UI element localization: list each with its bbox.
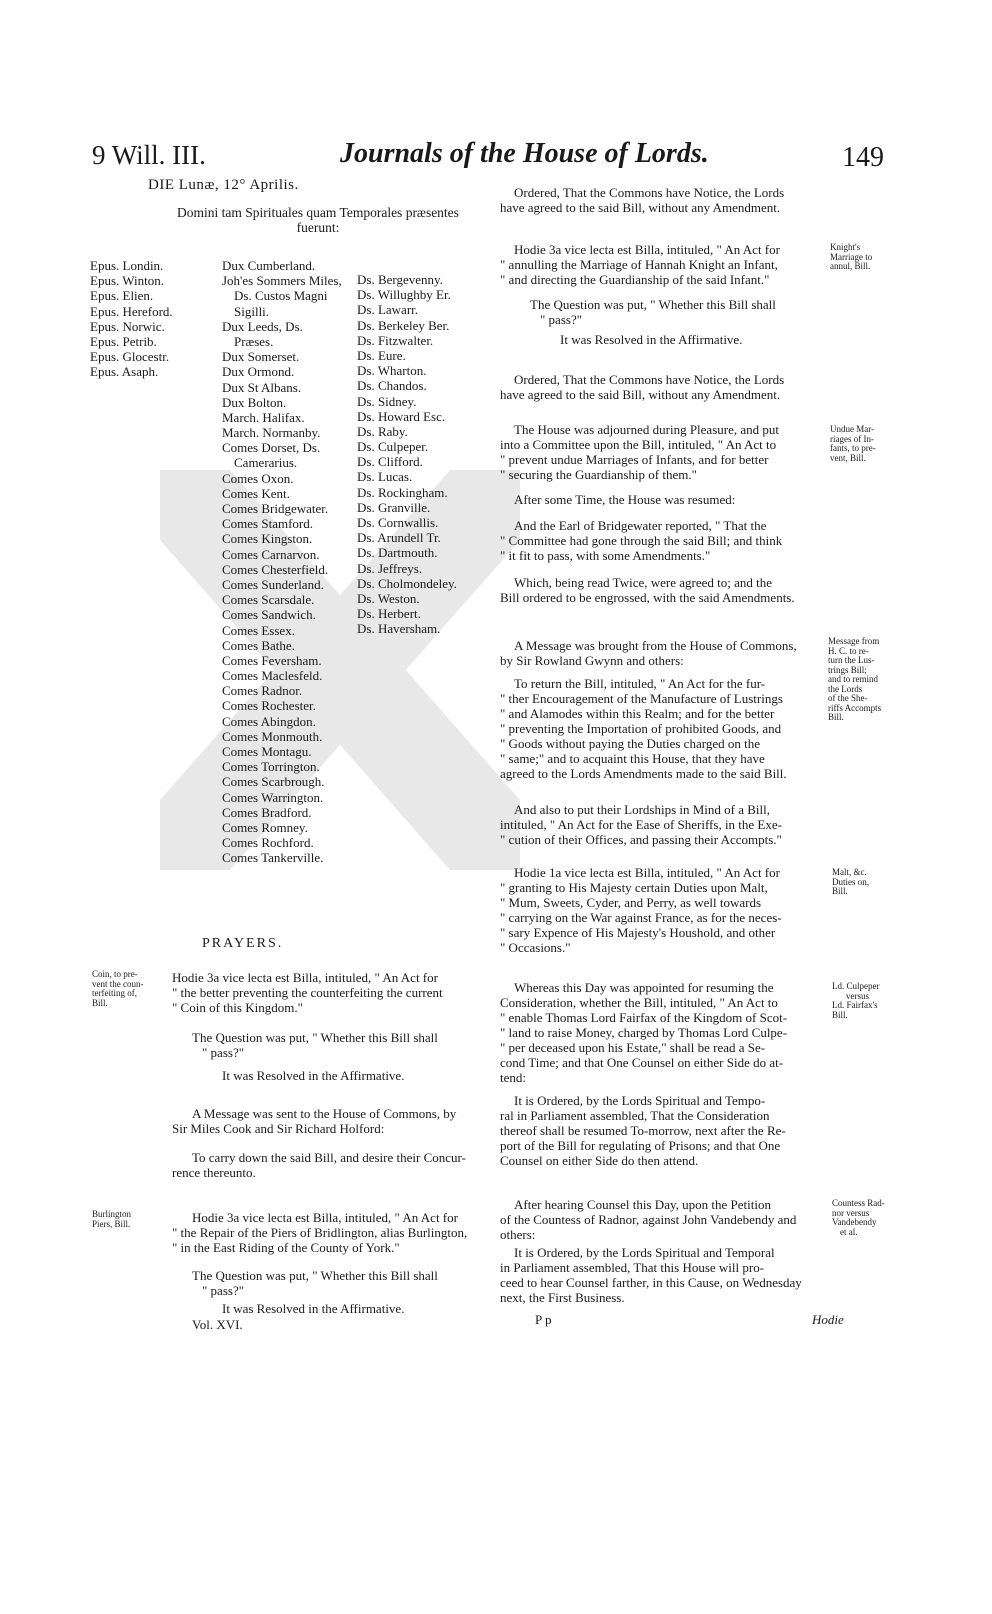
ordered-resumption: It is Ordered, by the Lords Spiritual and Tempo- ral in Parliament assembled, That the Consideration thereof shall be resumed To-morrow, next after the Re- port of the Bill for regulating of Prisons; and that One Counsel on either Side do then attend. — [500, 1093, 786, 1168]
margin-note-radnor: Countess Rad- nor versus Vandebendy et al. — [832, 1198, 885, 1237]
journal-title: Journals of the House of Lords. — [340, 138, 709, 169]
margin-note-message: Message from H. C. to re- turn the Lus- trings Bill; and to remind the Lords of the She- riffs Accompts Bill. — [828, 636, 882, 722]
signature-mark: P p — [535, 1312, 552, 1327]
radnor-petition: After hearing Counsel this Day, upon the Petition of the Countess of Radnor, against John Vandebendy and others: — [500, 1197, 797, 1242]
page-number: 149 — [842, 142, 884, 173]
resolved-2: It was Resolved in the Affirmative. — [222, 1301, 405, 1316]
present-heading: Domini tam Spirituales quam Temporales præsentes fuerunt: — [177, 205, 459, 235]
malt-bill-entry: Hodie 1a vice lecta est Billa, intituled, " An Act for " granting to His Majesty certain Duties upon Malt, " Mum, Sweets, Cyder, and Perry, as well towards " carrying on the War against France, as for the neces- " sary Expence of His Majesty's Houshold, and other " Occasions." — [500, 865, 782, 955]
amendments-agreed: Which, being read Twice, were agreed to; and the Bill ordered to be engrossed, with the said Amendments. — [500, 575, 795, 605]
coin-bill-entry: Hodie 3a vice lecta est Billa, intituled, " An Act for " the better preventing the counterfeiting the current " Coin of this Kingdom." — [172, 970, 443, 1015]
margin-note-undue: Undue Mar- riages of In- fants, to pre- vent, Bill. — [830, 424, 876, 463]
ordered-counsel: It is Ordered, by the Lords Spiritual and Temporal in Parliament assembled, That this House will pro- ceed to hear Counsel farther, in this Cause, on Wednesday next, the First Business. — [500, 1245, 802, 1305]
margin-note-malt: Malt, &c. Duties on, Bill. — [832, 867, 869, 896]
burlington-bill-entry: Hodie 3a vice lecta est Billa, intituled, " An Act for " the Repair of the Piers of Bridlington, alias Burlington, " in the East Riding of the County of York." — [172, 1210, 468, 1255]
bishops-list: Epus. Londin. Epus. Winton. Epus. Elien. Epus. Hereford. Epus. Norwic. Epus. Petrib. Epus. Glocestr. Epus. Asaph. — [90, 258, 173, 380]
barons-list: Ds. Bergevenny. Ds. Willughby Er. Ds. Lawarr. Ds. Berkeley Ber. Ds. Fitzwalter. Ds. Eure. Ds. Wharton. Ds. Chandos. Ds. Sidney. Ds. Howard Esc. Ds. Raby. Ds. Culpeper. Ds. Clifford. Ds. Lucas. Ds. Rockingham. Ds. Granville. Ds. Cornwallis. Ds. Arundell Tr. Ds. Dartmouth. Ds. Jeffreys. Ds. Cholmondeley. Ds. Weston. Ds. Herbert. Ds. Haversham. — [357, 272, 457, 637]
margin-note-coin: Coin, to pre- vent the coun- terfeiting of, Bill. — [92, 969, 144, 1008]
margin-note-burlington: Burlington Piers, Bill. — [92, 1209, 132, 1229]
resolved-3: It was Resolved in the Affirmative. — [560, 332, 743, 347]
ordered-notice-1: Ordered, That the Commons have Notice, the Lords have agreed to the said Bill, without any Amendment. — [500, 185, 785, 215]
margin-note-culpeper: Ld. Culpeper versus Ld. Fairfax's Bill. — [832, 981, 880, 1020]
question-1: The Question was put, " Whether this Bill shall " pass?" — [192, 1030, 438, 1060]
day-heading: DIE Lunæ, 12° Aprilis. — [148, 177, 299, 193]
house-resumed: After some Time, the House was resumed: — [514, 492, 736, 507]
regnal-year: 9 Will. III. — [92, 140, 206, 170]
catchword: Hodie — [812, 1312, 844, 1327]
margin-note-knight: Knight's Marriage to annul, Bill. — [830, 242, 873, 271]
running-header — [0, 138, 992, 178]
ordered-notice-2: Ordered, That the Commons have Notice, the Lords have agreed to the said Bill, without any Amendment. — [500, 372, 785, 402]
undue-marriages-entry: The House was adjourned during Pleasure, and put into a Committee upon the Bill, intituled, " An Act to " prevent undue Marriages of Infants, and for better " securing the Guardianship of them." — [500, 422, 779, 482]
carry-down: To carry down the said Bill, and desire their Concur- rence thereunto. — [172, 1150, 466, 1180]
question-2: The Question was put, " Whether this Bill shall " pass?" — [192, 1268, 438, 1298]
fairfax-consideration: Whereas this Day was appointed for resuming the Consideration, whether the Bill, intituled, " An Act to " enable Thomas Lord Fairfax of the Kingdom of Scot- " land to raise Money, charged by Thomas Lord Culpe- " per deceased upon his Estate," shall be read a Se- cond Time; and that One Counsel on either Side do at- tend: — [500, 980, 788, 1085]
volume-signature: Vol. XVI. — [192, 1317, 243, 1332]
knight-bill-entry: Hodie 3a vice lecta est Billa, intituled, " An Act for " annulling the Marriage of Hannah Knight an Infant, " and directing the Guardianship of the said Infant." — [500, 242, 780, 287]
question-3: The Question was put, " Whether this Bill shall " pass?" — [530, 297, 776, 327]
message-brought: A Message was brought from the House of Commons, by Sir Rowland Gwynn and others: — [500, 638, 797, 668]
sheriffs-reminder: And also to put their Lordships in Mind of a Bill, intituled, " An Act for the Ease of Sheriffs, in the Exe- " cution of their Offices, and passing their Accompts." — [500, 802, 782, 847]
message-sent: A Message was sent to the House of Commons, by Sir Miles Cook and Sir Richard Holford: — [172, 1106, 457, 1136]
bridgewater-report: And the Earl of Bridgewater reported, " That the " Committee had gone through the said Bill; and think " it fit to pass, with some Amendments." — [500, 518, 783, 563]
resolved-1: It was Resolved in the Affirmative. — [222, 1068, 405, 1083]
return-lustrings-bill: To return the Bill, intituled, " An Act for the fur- " ther Encouragement of the Manufacture of Lustrings " and Alamodes within this Realm; and for the better " preventing the Importation of prohibited Goods, and " Goods without paying the Duties charged on the " same;" and to acquaint this House, that they have agreed to the Lords Amendments made to the said Bill. — [500, 676, 787, 781]
dukes-earls-list: Dux Cumberland. Joh'es Sommers Miles, Ds. Custos Magni Sigilli. Dux Leeds, Ds. Præses. Dux Somerset. Dux Ormond. Dux St Albans. Dux Bolton. March. Halifax. March. Normanby. Comes Dorset, Ds. Camerarius. Comes Oxon. Comes Kent. Comes Bridgewater. Comes Stamford. Comes Kingston. Comes Carnarvon. Comes Chesterfield. Comes Sunderland. Comes Scarsdale. Comes Sandwich. Comes Essex. Comes Bathe. Comes Feversham. Comes Maclesfeld. Comes Radnor. Comes Rochester. Comes Abingdon. Comes Monmouth. Comes Montagu. Comes Torrington. Comes Scarbrough. Comes Warrington. Comes Bradford. Comes Romney. Comes Rochford. Comes Tankerville. — [222, 258, 342, 866]
prayers-heading: PRAYERS. — [202, 936, 284, 951]
